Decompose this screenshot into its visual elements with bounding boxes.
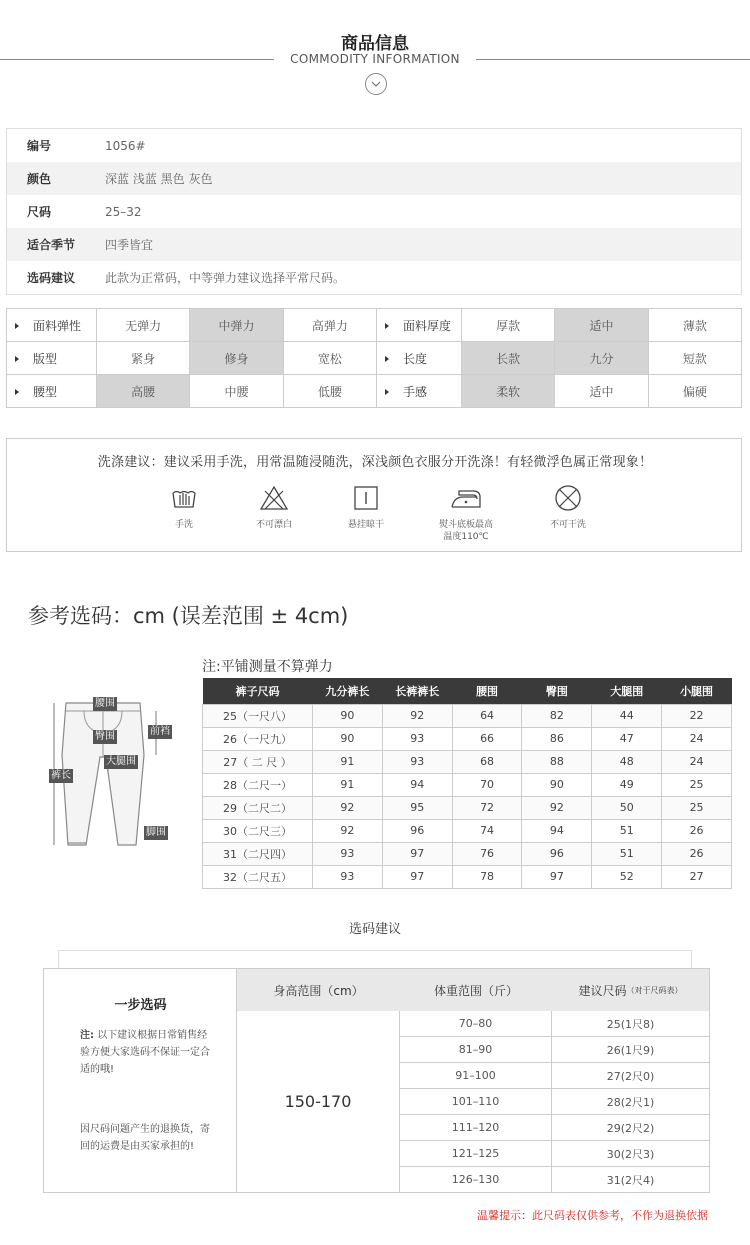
length-label: 裤长: [51, 770, 71, 781]
size-cell: 28(2尺1): [552, 1089, 709, 1115]
size-cell: 88: [522, 750, 592, 773]
size-cell: 28（二尺一）: [203, 773, 313, 796]
attribute-option: 偏硬: [648, 375, 741, 408]
attribute-option: 宽松: [283, 342, 376, 375]
size-cell: 22: [662, 704, 732, 727]
size-cell: 93: [313, 865, 383, 888]
size-column-header: 小腿围: [662, 678, 732, 704]
size-cell: 51: [592, 842, 662, 865]
size-cell: 27（ 二 尺 ）: [203, 750, 313, 773]
guide-note-2: 因尺码问题产生的退换货，寄回的运费是由买家承担的!: [80, 1124, 210, 1152]
attribute-row: [7, 309, 742, 342]
height-header: 身高范围（cm）: [237, 969, 400, 1011]
hem-label: 脚围: [146, 827, 166, 838]
triangle-right-icon: [15, 356, 19, 362]
attribute-label: 腰型: [7, 375, 97, 408]
info-row: [7, 228, 741, 261]
range-rows: [400, 1011, 709, 1193]
size-cell: 44: [592, 704, 662, 727]
size-cell: 70: [452, 773, 522, 796]
size-cell: 25（一尺八）: [203, 704, 313, 727]
size-row: [203, 796, 732, 819]
attribute-option: 紧身: [97, 342, 190, 375]
hip-label: 臀围: [95, 731, 115, 742]
attribute-option: 短款: [648, 342, 741, 375]
range-row: [400, 1063, 709, 1089]
wash-label: 不可干洗: [549, 520, 586, 530]
info-key: 选码建议: [27, 271, 76, 285]
attribute-option: 厚款: [461, 309, 554, 342]
info-value: 深蓝 浅蓝 黑色 灰色: [105, 172, 213, 186]
size-cell: 29(2尺2): [552, 1115, 709, 1141]
size-cell: 97: [382, 842, 452, 865]
hang-dry-icon: [321, 483, 411, 531]
measurement-note: 注:平铺测量不算弹力: [202, 659, 333, 675]
size-cell: 94: [522, 819, 592, 842]
weight-header: 体重范围（斤）: [400, 969, 552, 1011]
size-row: [203, 865, 732, 888]
attribute-label: 手感: [376, 375, 461, 408]
size-cell: 91: [313, 773, 383, 796]
attribute-option: 中弹力: [190, 309, 283, 342]
size-cell: 86: [522, 727, 592, 750]
size-row: [203, 842, 732, 865]
size-column-header: 腰围: [452, 678, 522, 704]
triangle-right-icon: [385, 389, 389, 395]
size-header-row: [203, 678, 732, 704]
size-cell: 27: [662, 865, 732, 888]
size-cell: 27(2尺0): [552, 1063, 709, 1089]
size-cell: 93: [382, 727, 452, 750]
weight-cell: 111–120: [400, 1115, 552, 1141]
height-value: 150-170: [237, 1011, 400, 1192]
size-cell: 25(1尺8): [552, 1011, 709, 1037]
attribute-option: 修身: [190, 342, 283, 375]
attribute-option: 适中: [555, 375, 648, 408]
size-cell: 26: [662, 819, 732, 842]
info-key: 颜色: [27, 172, 52, 186]
size-column-header: 九分裤长: [313, 678, 383, 704]
attribute-option: 长款: [461, 342, 554, 375]
divider: [58, 950, 692, 968]
size-cell: 64: [452, 704, 522, 727]
range-row: [400, 1141, 709, 1167]
attribute-label: 版型: [7, 342, 97, 375]
size-cell: 92: [313, 819, 383, 842]
size-cell: 25: [662, 773, 732, 796]
size-cell: 26（一尺九）: [203, 727, 313, 750]
size-cell: 97: [382, 865, 452, 888]
wash-label: 手洗: [174, 520, 193, 530]
size-cell: 24: [662, 750, 732, 773]
guide-title: 一步选码: [114, 998, 167, 1013]
attribute-label: 面料弹性: [7, 309, 97, 342]
info-row: [7, 195, 741, 228]
attribute-option: 高腰: [97, 375, 190, 408]
pants-diagram: [44, 695, 178, 850]
info-row: [7, 162, 741, 195]
triangle-right-icon: [385, 356, 389, 362]
info-value: 此款为正常码，中等弹力建议选择平常尺码。: [105, 271, 346, 285]
size-cell: 78: [452, 865, 522, 888]
no-bleach-icon: [229, 483, 319, 531]
weight-cell: 121–125: [400, 1141, 552, 1167]
size-cell: 50: [592, 796, 662, 819]
size-column-header: 大腿围: [592, 678, 662, 704]
weight-cell: 70–80: [400, 1011, 552, 1037]
info-key: 编号: [27, 139, 52, 153]
size-cell: 92: [522, 796, 592, 819]
size-cell: 92: [382, 704, 452, 727]
chevron-down-icon: [365, 73, 387, 95]
attribute-label: 长度: [376, 342, 461, 375]
size-table: [202, 678, 732, 889]
size-cell: 47: [592, 727, 662, 750]
size-cell: 68: [452, 750, 522, 773]
section-title: 商品信息: [341, 34, 409, 54]
attribute-option: 无弹力: [97, 309, 190, 342]
triangle-right-icon: [385, 323, 389, 329]
size-cell: 93: [313, 842, 383, 865]
size-row: [203, 750, 732, 773]
attribute-option: 高弹力: [283, 309, 376, 342]
wash-label: 悬挂晾干: [347, 520, 384, 530]
weight-cell: 81–90: [400, 1037, 552, 1063]
size-cell: 90: [313, 704, 383, 727]
guide-note: 注: 以下建议根据日常销售经验方便大家选码不保证一定合适的哦!: [80, 1030, 210, 1075]
no-tumble-dry-icon: [523, 483, 613, 531]
size-column-header: 长裤裤长: [382, 678, 452, 704]
size-cell: 31(2尺4): [552, 1167, 709, 1193]
size-header: 建议尺码 （对于尺码表）: [552, 969, 709, 1011]
size-column-header: 臀围: [522, 678, 592, 704]
triangle-right-icon: [15, 389, 19, 395]
size-row: [203, 727, 732, 750]
size-cell: 97: [522, 865, 592, 888]
size-cell: 90: [522, 773, 592, 796]
size-cell: 95: [382, 796, 452, 819]
size-cell: 30(2尺3): [552, 1141, 709, 1167]
attribute-label: 面料厚度: [376, 309, 461, 342]
attribute-row: [7, 342, 742, 375]
attribute-grid: [6, 308, 742, 408]
info-key: 尺码: [27, 205, 52, 219]
info-row: [7, 129, 741, 162]
selection-title: 选码建议: [348, 922, 401, 937]
attribute-option: 适中: [555, 309, 648, 342]
selection-panel: [43, 968, 710, 1193]
washing-title: 洗涤建议：建议采用手洗，用常温随浸随洗，深浅颜色衣服分开洗涤！有轻微浮色属正常现象！: [97, 455, 653, 470]
size-cell: 32（二尺五）: [203, 865, 313, 888]
size-cell: 74: [452, 819, 522, 842]
wash-label: 熨斗底板最高 温度110℃: [438, 520, 493, 542]
size-cell: 29（二尺二）: [203, 796, 313, 819]
range-row: [400, 1167, 709, 1193]
attribute-option: 中腰: [190, 375, 283, 408]
size-cell: 96: [522, 842, 592, 865]
size-cell: 92: [313, 796, 383, 819]
size-cell: 26(1尺9): [552, 1037, 709, 1063]
size-cell: 25: [662, 796, 732, 819]
triangle-right-icon: [15, 323, 19, 329]
product-info-table: [6, 128, 742, 295]
size-row: [203, 773, 732, 796]
section-subtitle: COMMODITY INFORMATION: [290, 52, 460, 66]
size-cell: 96: [382, 819, 452, 842]
range-row: [400, 1037, 709, 1063]
thigh-label: 大腿围: [106, 756, 136, 767]
size-column-header: 裤子尺码: [203, 678, 313, 704]
size-cell: 52: [592, 865, 662, 888]
attribute-option: 九分: [555, 342, 648, 375]
attribute-option: 低腰: [283, 375, 376, 408]
size-cell: 90: [313, 727, 383, 750]
attribute-row: [7, 375, 742, 408]
size-cell: 66: [452, 727, 522, 750]
size-cell: 76: [452, 842, 522, 865]
info-key: 适合季节: [27, 238, 76, 252]
iron-icon: [421, 483, 511, 543]
reference-title: 参考选码：cm (误差范围 ± 4cm): [28, 604, 349, 628]
weight-cell: 126–130: [400, 1167, 552, 1193]
rise-label: 前裆: [150, 726, 170, 737]
size-cell: 72: [452, 796, 522, 819]
size-cell: 94: [382, 773, 452, 796]
size-row: [203, 704, 732, 727]
info-value: 25–32: [105, 204, 142, 219]
info-value: 1056#: [105, 138, 146, 153]
size-cell: 49: [592, 773, 662, 796]
info-value: 四季皆宜: [105, 238, 154, 252]
size-cell: 51: [592, 819, 662, 842]
size-cell: 30（二尺三）: [203, 819, 313, 842]
selection-guide: [44, 969, 237, 1192]
size-cell: 48: [592, 750, 662, 773]
waist-label: 腰围: [95, 698, 115, 709]
info-row: [7, 261, 741, 294]
range-row: [400, 1115, 709, 1141]
size-row: [203, 819, 732, 842]
size-cell: 24: [662, 727, 732, 750]
size-cell: 31（二尺四）: [203, 842, 313, 865]
size-cell: 93: [382, 750, 452, 773]
weight-cell: 91–100: [400, 1063, 552, 1089]
weight-cell: 101–110: [400, 1089, 552, 1115]
range-row: [400, 1011, 709, 1037]
range-row: [400, 1089, 709, 1115]
attribute-option: 薄款: [648, 309, 741, 342]
attribute-option: 柔软: [461, 375, 554, 408]
washing-panel: [6, 438, 742, 552]
size-cell: 26: [662, 842, 732, 865]
warning-text: 温馨提示：此尺码表仅供参考，不作为退换依据: [477, 1209, 708, 1222]
hand-wash-icon: [139, 483, 229, 531]
size-cell: 91: [313, 750, 383, 773]
wash-label: 不可漂白: [255, 520, 292, 530]
size-cell: 82: [522, 704, 592, 727]
